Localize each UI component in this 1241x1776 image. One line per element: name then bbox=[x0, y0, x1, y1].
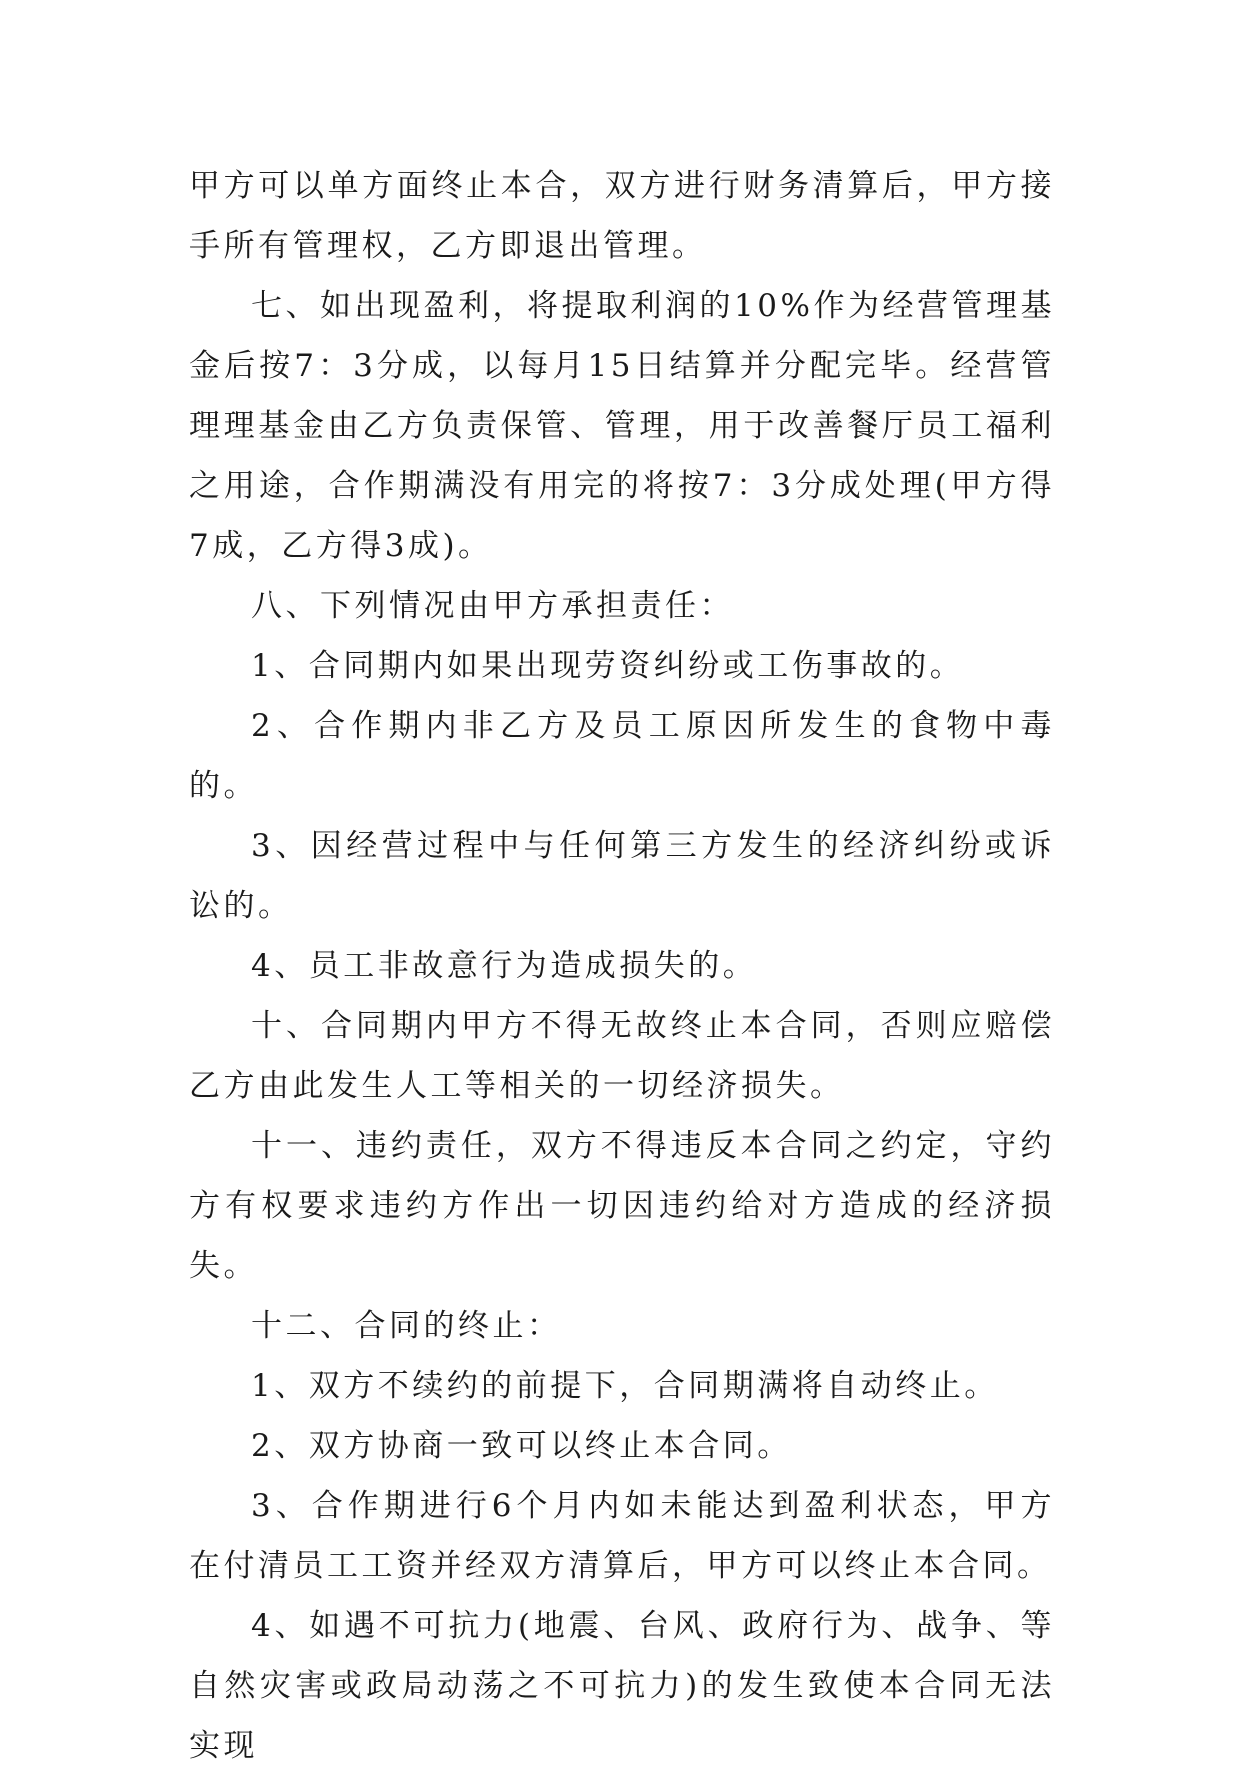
paragraph-clause-12-item-2: 2、双方协商一致可以终止本合同。 bbox=[251, 1428, 792, 1464]
paragraph-clause-8-item-3: 3、因经营过程中与任何第三方发生的经济纠纷或诉讼的。 bbox=[189, 828, 1055, 924]
paragraph-clause-7: 七、如出现盈利，将提取利润的10%作为经营管理基金后按7：3分成，以每月15日结算并分配完毕。经营管理理基金由乙方负责保管、管理，用于改善餐厅员工福利之用途，合作期满没有用完的将按7：3分成处理(甲方得7成，乙方得3成)。 bbox=[189, 288, 1055, 564]
paragraph-clause-12-item-3: 3、合作期进行6个月内如未能达到盈利状态，甲方在付清员工工资并经双方清算后，甲方可以终止本合同。 bbox=[189, 1488, 1055, 1584]
paragraph-clause-11: 十一、违约责任，双方不得违反本合同之约定，守约方有权要求违约方作出一切因违约给对方造成的经济损失。 bbox=[189, 1128, 1055, 1284]
paragraph-clause-8-item-1: 1、合同期内如果出现劳资纠纷或工伤事故的。 bbox=[251, 648, 965, 684]
document-body bbox=[189, 156, 1055, 1776]
paragraph-clause-8-heading: 八、下列情况由甲方承担责任： bbox=[251, 588, 734, 624]
paragraph-clause-12-item-1: 1、双方不续约的前提下，合同期满将自动终止。 bbox=[251, 1368, 999, 1404]
paragraph-clause-8-item-2: 2、合作期内非乙方及员工原因所发生的食物中毒的。 bbox=[189, 708, 1055, 804]
paragraph-clause-12-item-4: 4、如遇不可抗力(地震、台风、政府行为、战争、等自然灾害或政局动荡之不可抗力)的发生致使本合同无法实现 bbox=[189, 1608, 1055, 1764]
paragraph-clause-8-item-4: 4、员工非故意行为造成损失的。 bbox=[251, 948, 758, 984]
paragraph-clause-12-heading: 十二、合同的终止： bbox=[251, 1308, 562, 1344]
paragraph-continuation: 甲方可以单方面终止本合，双方进行财务清算后，甲方接手所有管理权，乙方即退出管理。 bbox=[189, 168, 1055, 264]
paragraph-clause-10: 十、合同期内甲方不得无故终止本合同，否则应赔偿乙方由此发生人工等相关的一切经济损失。 bbox=[189, 1008, 1055, 1104]
